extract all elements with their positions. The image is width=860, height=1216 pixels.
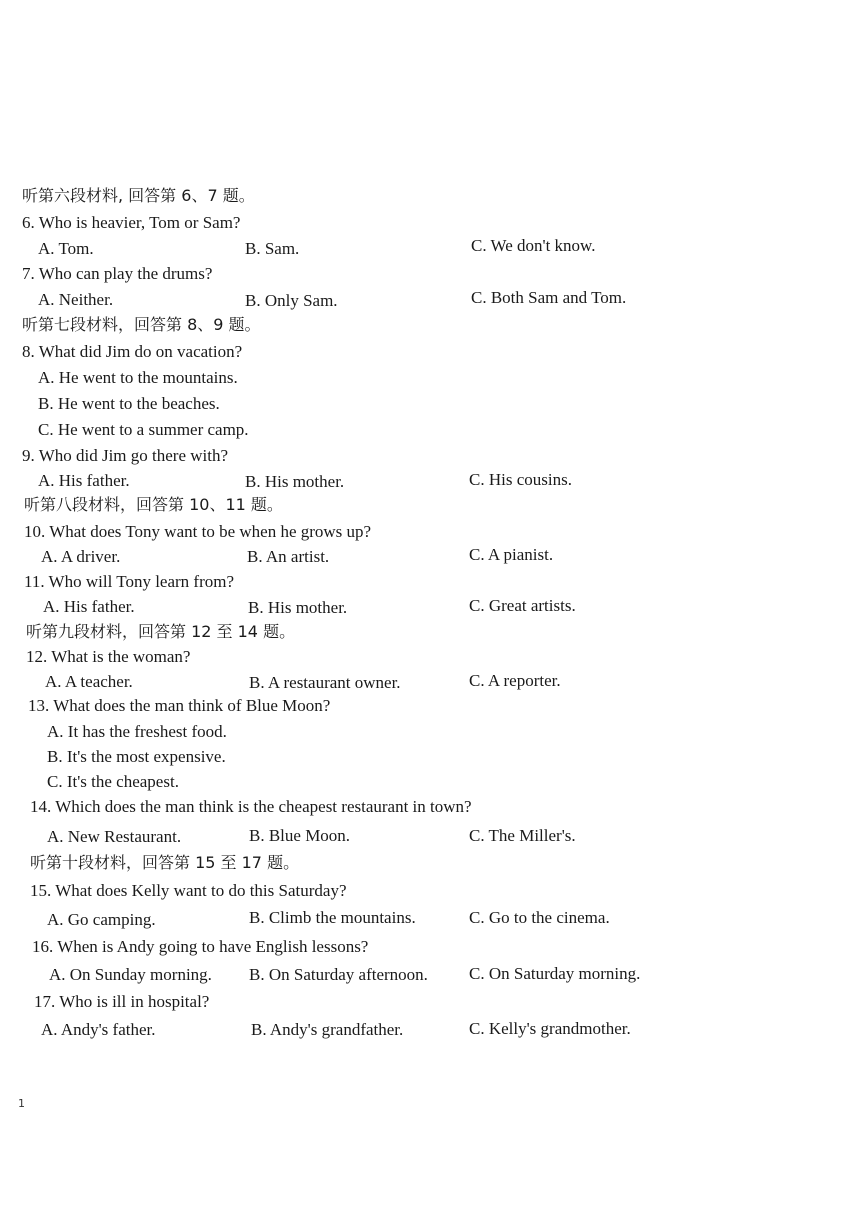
answer-option: C. He went to a summer camp. [38, 420, 249, 439]
answer-option: C. On Saturday morning. [469, 964, 641, 983]
answer-option: A. New Restaurant. [47, 827, 182, 846]
answer-option: C. The Miller's. [469, 826, 576, 845]
answer-option: A. A teacher. [45, 672, 133, 691]
answer-option: B. Andy's grandfather. [251, 1020, 404, 1039]
answer-option: C. We don't know. [471, 236, 596, 255]
answer-option: A. A driver. [41, 547, 121, 566]
answer-option: A. His father. [38, 471, 130, 490]
answer-option: B. An artist. [247, 547, 330, 566]
question-text: 17. Who is ill in hospital? [34, 992, 210, 1011]
answer-option: A. Tom. [38, 239, 94, 258]
answer-option: B. Sam. [245, 239, 300, 258]
answer-option: A. It has the freshest food. [47, 722, 227, 741]
question-text: 12. What is the woman? [26, 647, 191, 666]
answer-option: B. Blue Moon. [249, 826, 351, 845]
answer-option: C. It's the cheapest. [47, 772, 179, 791]
section-heading: 听第十段材料，回答第 15 至 17 题。 [30, 853, 300, 872]
answer-option: A. He went to the mountains. [38, 368, 238, 387]
answer-option: B. His mother. [248, 598, 348, 617]
section-heading: 听第九段材料，回答第 12 至 14 题。 [26, 622, 296, 641]
question-text: 11. Who will Tony learn from? [24, 572, 235, 591]
question-text: 13. What does the man think of Blue Moon? [28, 696, 331, 715]
section-heading: 听第六段材料, 回答第 6、7 题。 [22, 186, 255, 205]
question-text: 9. Who did Jim go there with? [22, 446, 229, 465]
answer-option: C. Great artists. [469, 596, 576, 615]
answer-option: C. His cousins. [469, 470, 572, 489]
answer-option: B. Only Sam. [245, 291, 338, 310]
answer-option: C. Kelly's grandmother. [469, 1019, 631, 1038]
answer-option: A. Neither. [38, 290, 114, 309]
section-heading: 听第七段材料，回答第 8、9 题。 [22, 315, 261, 334]
section-heading: 听第八段材料，回答第 10、11 题。 [24, 495, 283, 514]
question-text: 16. When is Andy going to have English lessons? [32, 937, 369, 956]
question-text: 14. Which does the man think is the cheapest restaurant in town? [30, 797, 472, 816]
answer-option: C. A reporter. [469, 671, 561, 690]
answer-option: A. Go camping. [47, 910, 156, 929]
question-text: 6. Who is heavier, Tom or Sam? [22, 213, 241, 232]
answer-option: B. On Saturday afternoon. [249, 965, 428, 984]
answer-option: B. Climb the mountains. [249, 908, 416, 927]
answer-option: A. His father. [43, 597, 135, 616]
answer-option: B. He went to the beaches. [38, 394, 220, 413]
question-text: 7. Who can play the drums? [22, 264, 213, 283]
answer-option: A. Andy's father. [41, 1020, 156, 1039]
page-number: 1 [18, 1097, 25, 1110]
answer-option: B. His mother. [245, 472, 345, 491]
question-text: 8. What did Jim do on vacation? [22, 342, 243, 361]
question-text: 15. What does Kelly want to do this Saturday? [30, 881, 347, 900]
answer-option: C. A pianist. [469, 545, 554, 564]
answer-option: C. Go to the cinema. [469, 908, 610, 927]
answer-option: B. It's the most expensive. [47, 747, 226, 766]
answer-option: C. Both Sam and Tom. [471, 288, 627, 307]
question-text: 10. What does Tony want to be when he grows up? [24, 522, 372, 541]
answer-option: A. On Sunday morning. [49, 965, 212, 984]
answer-option: B. A restaurant owner. [249, 673, 401, 692]
